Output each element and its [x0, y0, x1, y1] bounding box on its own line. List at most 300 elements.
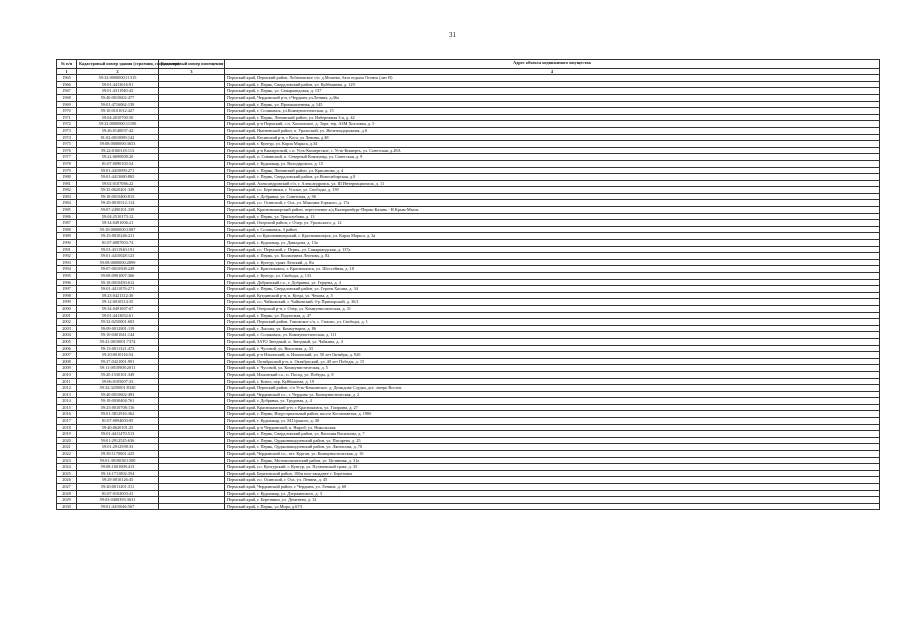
cadastral-building-number: 59:32:3250001:8320 — [77, 385, 159, 392]
property-address: Пермский край, п. Сивинский, п. Северный Коммунар, ул. Советская, д. 9 — [225, 154, 880, 161]
property-address: Пермский край, Ильинский г.о., п. Посад, ул. Победы, д. 8 — [225, 371, 880, 378]
cadastral-building-number: 59:22:0690008:20 — [77, 154, 159, 161]
property-address: Пермский край, г. Кудымкар, ул. Давыдова, д. 13а — [225, 240, 880, 247]
table-row — [57, 319, 880, 326]
cadastral-room-number — [159, 338, 225, 345]
cadastral-room-number — [159, 299, 225, 306]
cadastral-room-number — [159, 286, 225, 293]
cadastral-building-number: 59:08:0901007:366 — [77, 273, 159, 280]
cadastral-building-number: 59:08:1601008:413 — [77, 464, 159, 471]
row-number: 2028 — [57, 490, 77, 497]
cadastral-building-number: 59:32:0000000:11190 — [77, 121, 159, 128]
row-number: 1984 — [57, 200, 77, 207]
row-number: 1994 — [57, 266, 77, 273]
table-row — [57, 444, 880, 451]
property-address: Пермский край, г. Пермь, ул. Трясолобова, д. 13 — [225, 213, 880, 220]
cadastral-room-number — [159, 490, 225, 497]
cadastral-building-number: 59:01:4413680:865 — [77, 174, 159, 181]
property-registry-table — [56, 59, 880, 510]
cadastral-building-number: 59:29:0010126:45 — [77, 477, 159, 484]
property-address: Пермский край, р-н Пермский, с.п. Хохловское, д. Тора, тер. АЗМ Хохловка, д. 5 — [225, 121, 880, 128]
row-number: 1971 — [57, 114, 77, 121]
property-address: Пермский край, г. Пермь, Орджоникидзевский район, ул. Писарева, д. 25 — [225, 437, 880, 444]
table-row — [57, 75, 880, 82]
cadastral-building-number: 59:40:0011201:311 — [77, 484, 159, 491]
property-address: Пермский край, Добрянский г.о., г. Добрянка, ул. Герцена, д. 4 — [225, 279, 880, 286]
property-address: Пермский край, г. Березники, ул. Деменева, д. 12 — [225, 497, 880, 504]
cadastral-room-number — [159, 424, 225, 431]
cadastral-room-number — [159, 451, 225, 458]
property-address: Пермский край, Чердынский г.о., пгт. Курган, ул. Коммунистическая, д. 10 — [225, 451, 880, 458]
property-address: Пермский край, г. Добрянка, ул. Трудовая, д. 4 — [225, 398, 880, 405]
property-address: Пермский край, г. Пермь, Индустриальный район, шоссе Космонавтов, д. 190б — [225, 411, 880, 418]
cadastral-room-number — [159, 200, 225, 207]
row-number: 2030 — [57, 503, 77, 510]
property-address: Пермский край, г. Соликамск, ул.Коммунистическая, д. 15 — [225, 108, 880, 115]
property-address: Пермский край, Очерский район, г. Очер, ул. Уральского, д. 12 — [225, 220, 880, 227]
row-number: 2008 — [57, 358, 77, 365]
table-row — [57, 193, 880, 200]
row-number: 1990 — [57, 240, 77, 247]
property-address: Пермский край, г. Пермь, Мотовилихинский район, ул. Целинная, д. 31а — [225, 457, 880, 464]
cadastral-building-number: 81:07:0094003:85 — [77, 418, 159, 425]
cadastral-room-number — [159, 378, 225, 385]
row-number: 2012 — [57, 385, 77, 392]
table-row — [57, 497, 880, 504]
cadastral-building-number: 59:35:0620201:349 — [77, 187, 159, 194]
row-number: 2026 — [57, 477, 77, 484]
cadastral-building-number: 59:18:0010450:612 — [77, 279, 159, 286]
cadastral-room-number — [159, 141, 225, 148]
cadastral-room-number — [159, 358, 225, 365]
row-number: 2020 — [57, 437, 77, 444]
cadastral-building-number: 59:01:4410099:271 — [77, 167, 159, 174]
cadastral-building-number: 59:10:0101012:427 — [77, 108, 159, 115]
property-address: Пермский край, Краснокамский р-н, г. Краснокамск, ул. Гагарина, д. 27 — [225, 404, 880, 411]
property-address: Пермский край, г. Пермь, Орджоникидзевский район, ул. Лянгасова, д. 70 — [225, 444, 880, 451]
table-row — [57, 101, 880, 108]
cadastral-building-number: 59:34:0491607:67 — [77, 305, 159, 312]
table-row — [57, 404, 880, 411]
table-row — [57, 484, 880, 491]
row-number: 1997 — [57, 286, 77, 293]
table-row — [57, 160, 880, 167]
cadastral-room-number — [159, 484, 225, 491]
property-address: Пермский край, Куединский р-н, п. Куеда, ул. Чехова, д. 5 — [225, 292, 880, 299]
row-number: 2000 — [57, 305, 77, 312]
row-number: 2007 — [57, 352, 77, 359]
table-row — [57, 365, 880, 372]
cadastral-room-number — [159, 503, 225, 510]
cadastral-room-number — [159, 101, 225, 108]
cadastral-building-number: 59:06:0105007:33 — [77, 378, 159, 385]
row-number: 1996 — [57, 279, 77, 286]
cadastral-building-number: 59:18:0030404:761 — [77, 398, 159, 405]
cadastral-building-number: 59:34:0491006:21 — [77, 220, 159, 227]
table-row — [57, 134, 880, 141]
cadastral-room-number — [159, 193, 225, 200]
table-row — [57, 127, 880, 134]
cadastral-building-number: 59:18:0010400:815 — [77, 193, 159, 200]
table-row — [57, 226, 880, 233]
property-address: Пермский край, г. Кунгур, тракт Ленский, д. 8/а — [225, 259, 880, 266]
header-kad-room: Кадастровый номер помещения — [159, 60, 225, 69]
row-number: 2025 — [57, 470, 77, 477]
cadastral-building-number: 59:07:2490101:339 — [77, 207, 159, 214]
cadastral-building-number: 59:01:3812916:362 — [77, 411, 159, 418]
row-number: 1974 — [57, 134, 77, 141]
property-address: Пермский край, г. Чусовой, ул. Коммунистическая, д. 5 — [225, 365, 880, 372]
property-address: Пермский край, Пермский район, Лобановское с/п, д.Мошево, база отдыха Огонек (лит В) — [225, 75, 880, 82]
table-row — [57, 88, 880, 95]
row-number: 2013 — [57, 391, 77, 398]
page-number: 31 — [449, 31, 456, 39]
table-row — [57, 451, 880, 458]
property-address: Пермский край, Красновишерский район, пересечение а/д Екатеринбург-Пермь-Казань - Н.Крым-Мысы — [225, 207, 880, 214]
row-number: 2018 — [57, 424, 77, 431]
cadastral-room-number — [159, 88, 225, 95]
property-address: Пермский край, г. Кизел, пер. Куйбышева, д. 19 — [225, 378, 880, 385]
table-row — [57, 358, 880, 365]
row-number: 2021 — [57, 444, 77, 451]
cadastral-building-number: 59:01:4716062:139 — [77, 101, 159, 108]
cadastral-building-number: 59:32:0250001:603 — [77, 319, 159, 326]
property-address: Пермский край, г. Пермь, Свердловский район, ул. Героев Хасана, д. 34 — [225, 286, 880, 293]
property-address: Пермский край, Октябрьский р-н, п. Октябрьский, ул. 40 лет Победы, д. 15 — [225, 358, 880, 365]
row-number: 1981 — [57, 180, 77, 187]
cadastral-room-number — [159, 154, 225, 161]
cadastral-building-number: 59:27:0421001:991 — [77, 358, 159, 365]
row-number: 1975 — [57, 141, 77, 148]
cadastral-building-number: 59:01:4410028:123 — [77, 253, 159, 260]
cadastral-room-number — [159, 94, 225, 101]
property-address: Пермский край, г.о. Осинский, г. Оса, ул. Максима Горького, д. 17а — [225, 200, 880, 207]
table-row — [57, 464, 880, 471]
header-kad-building: Кадастровый номер здания (строения, сооружения) — [77, 60, 159, 69]
table-row — [57, 292, 880, 299]
row-number: 1989 — [57, 233, 77, 240]
table-body — [57, 75, 880, 510]
table-row — [57, 299, 880, 306]
row-number: 2009 — [57, 365, 77, 372]
table-row — [57, 345, 880, 352]
cadastral-building-number: 81:07:0087003:74 — [77, 240, 159, 247]
property-address: Пермский край, р-н Чердынский, п. Ныроб, ул. Никольская — [225, 424, 880, 431]
cadastral-building-number: 59:09:0012801:119 — [77, 325, 159, 332]
property-address: Пермский край, г. Кунгур, ул. Карла Маркса, д.34 — [225, 141, 880, 148]
row-number: 2003 — [57, 325, 77, 332]
table-row — [57, 246, 880, 253]
row-number: 1977 — [57, 154, 77, 161]
row-number: 2016 — [57, 411, 77, 418]
table-row — [57, 207, 880, 214]
property-address: Пермский край, г. Кунгур, ул. Свободы, д. 133 — [225, 273, 880, 280]
property-address: Пермский край, г.о. Осинский, г. Оса, ул. Ленина, д. 45 — [225, 477, 880, 484]
property-address: Пермский край, г.о. Пермский, г. Пермь, ул. Самаркандская, д. 137а — [225, 246, 880, 253]
cadastral-room-number — [159, 233, 225, 240]
cadastral-building-number: 59:08:0000000:2899 — [77, 259, 159, 266]
row-number: 2019 — [57, 431, 77, 438]
cadastral-room-number — [159, 391, 225, 398]
cadastral-room-number — [159, 325, 225, 332]
cadastral-room-number — [159, 127, 225, 134]
cadastral-building-number: 59:29:0010512:114 — [77, 200, 159, 207]
property-address: Пермский край, г. Соликамск, 3 район — [225, 226, 880, 233]
cadastral-room-number — [159, 108, 225, 115]
row-number: 2002 — [57, 319, 77, 326]
property-address: Пермский край, Березовский район, 100м юго-западнее с. Березовка — [225, 470, 880, 477]
table-row — [57, 457, 880, 464]
cadastral-building-number: 59:40:0620101:25 — [77, 424, 159, 431]
property-address: Пермский край, г. Чусовой, ул. Высотная, д. 33 — [225, 345, 880, 352]
property-address: Пермский край, г.о. Кунгурский, г. Кунгур, ул. Пугачевский тракт, д. 35 — [225, 464, 880, 471]
table-row — [57, 312, 880, 319]
table-row — [57, 332, 880, 339]
cadastral-building-number: 59:01:2912598:33 — [77, 444, 159, 451]
cadastral-room-number — [159, 266, 225, 273]
cadastral-building-number: 59:01:3919038:1500 — [77, 457, 159, 464]
property-address: Пермский край, Чердынский район, г. Чердынь, ул. Ленина, д. 60 — [225, 484, 880, 491]
table-row — [57, 94, 880, 101]
cadastral-room-number — [159, 213, 225, 220]
column-index-2: 2 — [77, 68, 159, 75]
cadastral-building-number: 59:39:1170001:425 — [77, 451, 159, 458]
property-address: Пермский край, г. Соликамск, ул. Коммунистическая, д. 111 — [225, 332, 880, 339]
cadastral-building-number: 59:01:4413652:61 — [77, 312, 159, 319]
row-number: 2001 — [57, 312, 77, 319]
row-number: 1969 — [57, 101, 77, 108]
property-address: Пермский край, г. Добрянка, ул. Советская, д. 96 — [225, 193, 880, 200]
property-address: Пермский край, г. Пермь, Ленинский район, ул. Крисанова, д. 4 — [225, 167, 880, 174]
property-address: Пермский край, г. Кудымкар, ул. Володарского, д. 15 — [225, 160, 880, 167]
property-address: Пермский край, г.о. Чайковский, г. Чайковский, б-р Приморский, д. 36/1 — [225, 299, 880, 306]
row-number: 1993 — [57, 259, 77, 266]
table-row — [57, 114, 880, 121]
table-header-row — [57, 60, 880, 69]
cadastral-room-number — [159, 371, 225, 378]
property-address: Пермский край, Очерский р-н, г. Очер, ул. Коммунистическая, д. 31 — [225, 305, 880, 312]
cadastral-building-number: 59:40:0010602:493 — [77, 391, 159, 398]
cadastral-room-number — [159, 477, 225, 484]
row-number: 2010 — [57, 371, 77, 378]
row-number: 1976 — [57, 147, 77, 154]
table-row — [57, 200, 880, 207]
cadastral-room-number — [159, 312, 225, 319]
row-number: 1985 — [57, 207, 77, 214]
table-row — [57, 154, 880, 161]
property-address: Пермский край, г. Лысьва, ул. Коммунаров, д. 86 — [225, 325, 880, 332]
cadastral-building-number: 59:26:0140037:42 — [77, 127, 159, 134]
row-number: 2027 — [57, 484, 77, 491]
row-number: 2023 — [57, 457, 77, 464]
cadastral-room-number — [159, 114, 225, 121]
cadastral-building-number: 59:23:0421312:30 — [77, 292, 159, 299]
property-address: Пермский край, г. Краснокамск, г. Краснокамск, ул. Шоссейная, д. 18 — [225, 266, 880, 273]
cadastral-room-number — [159, 259, 225, 266]
cadastral-building-number: 59:32:0000000:11315 — [77, 75, 159, 82]
table-row — [57, 220, 880, 227]
property-address: Пермский край, Нытвенский район, п. Уральский, ул. Железнодорожная, д.6 — [225, 127, 880, 134]
table-row — [57, 187, 880, 194]
table-row — [57, 418, 880, 425]
cadastral-room-number — [159, 411, 225, 418]
cadastral-building-number: 59:07:0010508:249 — [77, 266, 159, 273]
table-row — [57, 391, 880, 398]
table-row — [57, 167, 880, 174]
property-address: Пермский край, г. Пермь, ул. Промышленная, д. 145 — [225, 101, 880, 108]
cadastral-building-number: 59:25:0010708:116 — [77, 404, 159, 411]
row-number: 2011 — [57, 378, 77, 385]
property-address: Пермский край, г. Кудымкар, ул. М.Горького, д. 40 — [225, 418, 880, 425]
cadastral-building-number: 59:13:0011321:473 — [77, 345, 159, 352]
row-number: 2017 — [57, 418, 77, 425]
row-number: 2004 — [57, 332, 77, 339]
column-index-3: 3 — [159, 68, 225, 75]
row-number: 2005 — [57, 338, 77, 345]
row-number: 1992 — [57, 253, 77, 260]
cadastral-room-number — [159, 121, 225, 128]
cadastral-room-number — [159, 352, 225, 359]
property-address: Пермский край, г.о Красновишерский, г. Красновишерск, ул. Карла Маркса, д. 3а — [225, 233, 880, 240]
header-num: № п/п — [57, 60, 77, 69]
table-row — [57, 431, 880, 438]
table-row — [57, 174, 880, 181]
table-row — [57, 470, 880, 477]
cadastral-building-number: 59:01:4413616:91 — [77, 81, 159, 88]
cadastral-room-number — [159, 345, 225, 352]
row-number: 1979 — [57, 167, 77, 174]
table-row — [57, 286, 880, 293]
cadastral-building-number: 59:02:0107086:22 — [77, 180, 159, 187]
cadastral-building-number: 59:41:0010001:7374 — [77, 338, 159, 345]
cadastral-building-number: 59:01:4311940:191 — [77, 246, 159, 253]
column-index-4: 4 — [225, 68, 880, 75]
cadastral-building-number: 59:20:1530101:349 — [77, 371, 159, 378]
cadastral-room-number — [159, 305, 225, 312]
table-row — [57, 338, 880, 345]
property-address: Пермский край, г. Пермь, Ленинский район, ул. Набережная 3-я, д. 42 — [225, 114, 880, 121]
row-number: 1982 — [57, 187, 77, 194]
cadastral-building-number: 59:04:2510173:12 — [77, 213, 159, 220]
property-address: Пермский край, Пермский район, с/п Усть-Качкинское, д. Демидова Слудка, дст. лагерь Восток — [225, 385, 880, 392]
cadastral-building-number: 59:11:0010908:2011 — [77, 365, 159, 372]
property-address: Пермский край, г. Кудымкар, ул. Дзержинского, д. 3 — [225, 490, 880, 497]
cadastral-room-number — [159, 207, 225, 214]
property-address: Пермский край, г. Пермь, ул. Подлесная, д. 47 — [225, 312, 880, 319]
cadastral-room-number — [159, 174, 225, 181]
row-number: 1965 — [57, 75, 77, 82]
cadastral-building-number: 59:20:0010116:54 — [77, 352, 159, 359]
table-row — [57, 121, 880, 128]
table-row — [57, 147, 880, 154]
cadastral-building-number: 81:07:0090103:54 — [77, 160, 159, 167]
row-number: 1970 — [57, 108, 77, 115]
cadastral-room-number — [159, 437, 225, 444]
cadastral-building-number: 59:10:0000000:1087 — [77, 226, 159, 233]
table-row — [57, 233, 880, 240]
property-address: Пермский край, г. Пермь, Свердловский район, ул. Василия Васильева, д. 7 — [225, 431, 880, 438]
table-row — [57, 180, 880, 187]
table-row — [57, 378, 880, 385]
table-row — [57, 437, 880, 444]
row-number: 1998 — [57, 292, 77, 299]
cadastral-room-number — [159, 134, 225, 141]
cadastral-room-number — [159, 431, 225, 438]
row-number: 1967 — [57, 88, 77, 95]
cadastral-building-number: 59:10:0401041:144 — [77, 332, 159, 339]
table-row — [57, 411, 880, 418]
row-number: 1983 — [57, 193, 77, 200]
row-number: 1995 — [57, 273, 77, 280]
cadastral-room-number — [159, 292, 225, 299]
table-row — [57, 213, 880, 220]
cadastral-room-number — [159, 444, 225, 451]
table-row — [57, 273, 880, 280]
table-row — [57, 81, 880, 88]
cadastral-room-number — [159, 180, 225, 187]
column-index-row — [57, 68, 880, 75]
property-address: Пермский край, р-н Ильинский, п. Ильинский, ул. 50 лет Октября, д. 92б — [225, 352, 880, 359]
table-row — [57, 259, 880, 266]
property-address: Пермский край, Чердынский р-н, г.Чердынь ул.Ленина, д.46а — [225, 94, 880, 101]
property-address: Пермский край, р-н Кишертский, с.п. Усть-Кишертское, с. Усть-Кишерть, ул. Советская, д.28А — [225, 147, 880, 154]
cadastral-building-number: 59:01:4311940:43 — [77, 88, 159, 95]
table-row — [57, 240, 880, 247]
cadastral-room-number — [159, 75, 225, 82]
cadastral-room-number — [159, 464, 225, 471]
property-address: Пермский край, г. Пермь, ул.Мира, д.67/1 — [225, 503, 880, 510]
row-number: 1991 — [57, 246, 77, 253]
table-row — [57, 266, 880, 273]
cadastral-building-number: 59:01:2912525:636 — [77, 437, 159, 444]
row-number: 1968 — [57, 94, 77, 101]
row-number: 1986 — [57, 213, 77, 220]
cadastral-room-number — [159, 187, 225, 194]
table-row — [57, 385, 880, 392]
property-address: Пермский край, г.о. Березники, г. Усолье, ул. Свободы, д. 139 — [225, 187, 880, 194]
cadastral-building-number: 59:04:2010700:50 — [77, 114, 159, 121]
table-row — [57, 490, 880, 497]
cadastral-room-number — [159, 220, 225, 227]
cadastral-room-number — [159, 332, 225, 339]
property-address: Пермский край, г. Пермь, ул. Самаркандская, д. 137 — [225, 88, 880, 95]
row-number: 1987 — [57, 220, 77, 227]
cadastral-room-number — [159, 385, 225, 392]
row-number: 1999 — [57, 299, 77, 306]
cadastral-room-number — [159, 160, 225, 167]
cadastral-room-number — [159, 404, 225, 411]
cadastral-room-number — [159, 226, 225, 233]
cadastral-building-number: 59:08:0000000:3653 — [77, 141, 159, 148]
table-row — [57, 305, 880, 312]
cadastral-room-number — [159, 167, 225, 174]
cadastral-room-number — [159, 418, 225, 425]
cadastral-room-number — [159, 398, 225, 405]
cadastral-building-number: 59:25:0010246:211 — [77, 233, 159, 240]
cadastral-building-number: 59:01:4411076:271 — [77, 286, 159, 293]
cadastral-building-number: 59:01:4411470:513 — [77, 431, 159, 438]
cadastral-building-number: 59:14:1711002:354 — [77, 470, 159, 477]
header-address: Адрес объекта недвижимого имущества — [225, 60, 880, 69]
table-row — [57, 141, 880, 148]
row-number: 1988 — [57, 226, 77, 233]
row-number: 2029 — [57, 497, 77, 504]
table-row — [57, 325, 880, 332]
row-number: 2015 — [57, 404, 77, 411]
cadastral-room-number — [159, 470, 225, 477]
row-number: 1978 — [57, 160, 77, 167]
cadastral-building-number: 81:07:0102003:41 — [77, 490, 159, 497]
